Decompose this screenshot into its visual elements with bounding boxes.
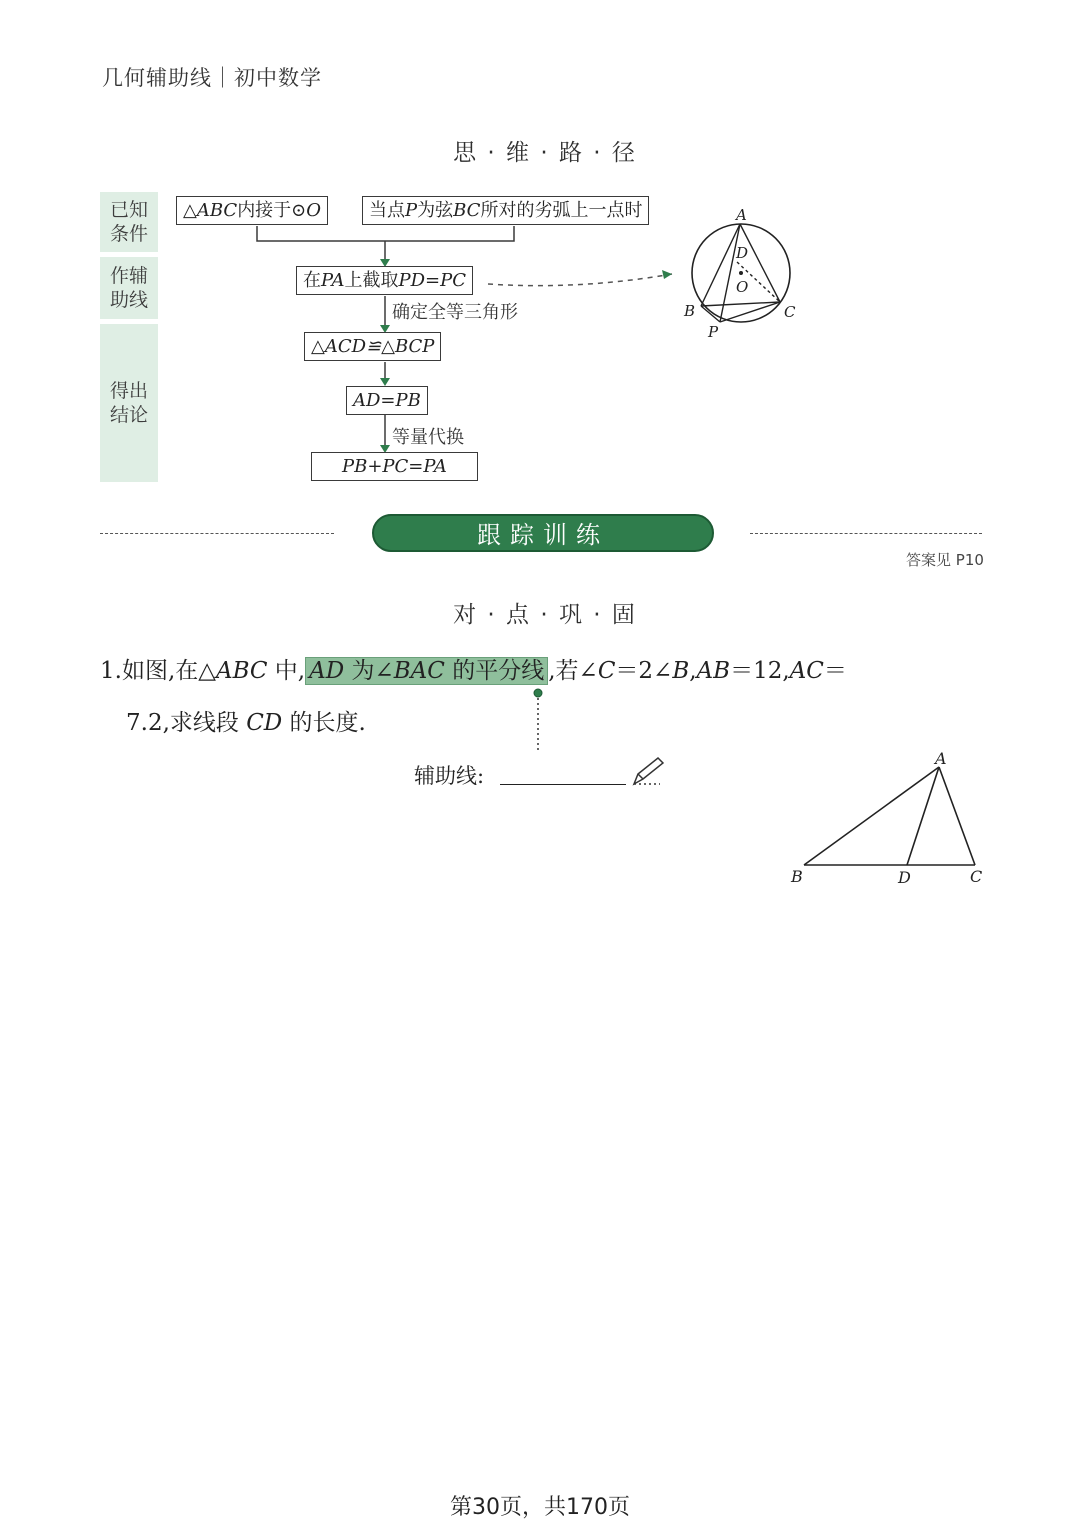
flow-box-construct: 在PA上截取PD=PC xyxy=(296,266,473,295)
page-header: 几何辅助线｜初中数学 xyxy=(102,66,322,90)
side-label-conclusion-line1: 得出 xyxy=(109,380,148,402)
flow-label-congruent: 确定全等三角形 xyxy=(392,302,518,323)
circle-label-a: A xyxy=(736,206,747,224)
triangle-figure xyxy=(785,748,995,893)
flow-box-given-point: 当点P为弦BC所对的劣弧上一点时 xyxy=(362,196,649,225)
triangle-label-d: D xyxy=(898,868,911,887)
circle-figure xyxy=(680,200,800,345)
training-banner: 跟踪训练 xyxy=(372,514,714,552)
flow-box-result: PB+PC=PA xyxy=(311,452,478,481)
banner-divider-right xyxy=(750,533,982,534)
triangle-label-c: C xyxy=(970,867,983,886)
flow-box-equal-segments: AD=PB xyxy=(346,386,428,415)
triangle-label-b: B xyxy=(791,867,803,886)
aux-line-blank[interactable] xyxy=(500,784,626,785)
circle-label-d: D xyxy=(736,244,749,262)
flow-box-given-triangle: △ABC内接于⊙O xyxy=(176,196,328,225)
side-label-known-line1: 已知 xyxy=(109,199,148,221)
question-line-2: 7.2,求线段 CD 的长度. xyxy=(126,710,366,736)
aux-line-label: 辅助线: xyxy=(414,764,485,788)
circle-label-b: B xyxy=(684,302,696,320)
side-label-aux-line1: 作辅 xyxy=(109,265,148,287)
circle-label-p: P xyxy=(708,323,719,341)
circle-label-o: O xyxy=(736,278,749,296)
circle-label-c: C xyxy=(784,303,796,321)
triangle-label-a: A xyxy=(935,749,947,768)
flow-connectors xyxy=(0,0,1080,520)
pencil-icon xyxy=(630,756,666,788)
annotation-pointer xyxy=(530,686,550,756)
section-title-thinking-path: 思 · 维 · 路 · 径 xyxy=(453,140,637,166)
answer-reference: 答案见 P10 xyxy=(906,551,984,569)
flow-label-substitution: 等量代换 xyxy=(392,427,464,448)
page-footer: 第30页，共170页 xyxy=(450,1495,630,1520)
side-label-known-line2: 条件 xyxy=(109,223,148,245)
side-label-aux-line2: 助线 xyxy=(109,289,148,311)
question-line-1: 1.如图,在△ABC 中, AD 为∠BAC 的平分线 ,若∠C＝2∠B,AB＝12,AC＝ xyxy=(100,658,847,684)
question-highlight: AD 为∠BAC 的平分线 xyxy=(305,657,548,685)
banner-divider-left xyxy=(100,533,334,534)
side-label-conclusion-line2: 结论 xyxy=(109,404,148,426)
section-title-consolidate: 对 · 点 · 巩 · 固 xyxy=(453,602,637,628)
flow-box-congruence: △ACD≌△BCP xyxy=(304,332,441,361)
